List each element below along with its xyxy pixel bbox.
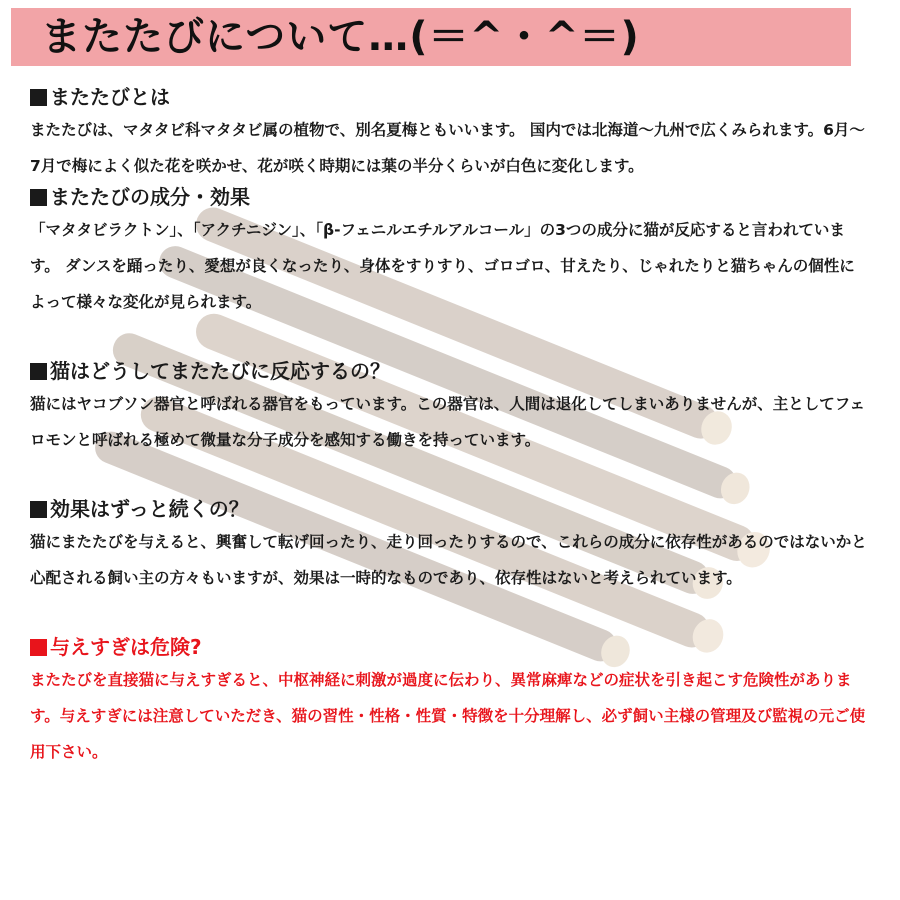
square-bullet-icon	[30, 189, 47, 206]
article-body	[30, 82, 870, 770]
section-why-react	[30, 356, 870, 458]
section-ingredients	[30, 182, 870, 320]
section-text: またたびは、マタタビ科マタタビ属の植物で、別名夏梅ともいいます。 国内では北海道～九州で広くみられます。6月～7月で梅によく似た花を咲かせ、花が咲く時期には葉の半分くらいが白色に変化します。	[30, 121, 865, 175]
square-bullet-icon	[30, 501, 47, 518]
section-warning	[30, 632, 870, 770]
warning-text: またたびを直接猫に与えすぎると、中枢神経に刺激が過度に伝わり、異常麻痺などの症状を引き起こす危険性があります。与えすぎには注意していただき、猫の習性・性格・性質・特徴を十分理解し、必ず飼い主様の管理及び監視の元ご使用下さい。	[30, 671, 866, 761]
section-text: 猫にはヤコブソン器官と呼ばれる器官をもっています。この器官は、人間は退化してしまいありませんが、主としてフェロモンと呼ばれる極めて微量な分子成分を感知する働きを持っています。	[30, 395, 865, 449]
section-text: 猫にまたたびを与えると、興奮して転げ回ったり、走り回ったりするので、これらの成分に依存性があるのではないかと心配される飼い主の方々もいますが、効果は一時的なものであり、依存性はないと考えられています。	[30, 533, 867, 587]
section-text: 「マタタビラクトン」、「アクチニジン」、「β-フェニルエチルアルコール」の3つの成分に猫が反応すると言われています。 ダンスを踊ったり、愛想が良くなったり、身体をすりすり、ゴロゴロ、甘えたり、じゃれたりと猫ちゃんの個性によって様々な変化が見られます。	[30, 221, 855, 311]
square-bullet-icon	[30, 639, 47, 656]
section-duration	[30, 494, 870, 596]
title-banner	[11, 8, 851, 66]
section-heading: またたびの成分・効果	[30, 182, 870, 212]
section-heading: 効果はずっと続くの？	[30, 494, 870, 524]
warning-heading: 与えすぎは危険?	[30, 632, 870, 662]
section-about	[30, 82, 870, 184]
square-bullet-icon	[30, 89, 47, 106]
section-heading: またたびとは	[30, 82, 870, 112]
square-bullet-icon	[30, 363, 47, 380]
page-title: またたびについて…(＝^・^＝)	[41, 14, 640, 60]
section-heading: 猫はどうしてまたたびに反応するの？	[30, 356, 870, 386]
